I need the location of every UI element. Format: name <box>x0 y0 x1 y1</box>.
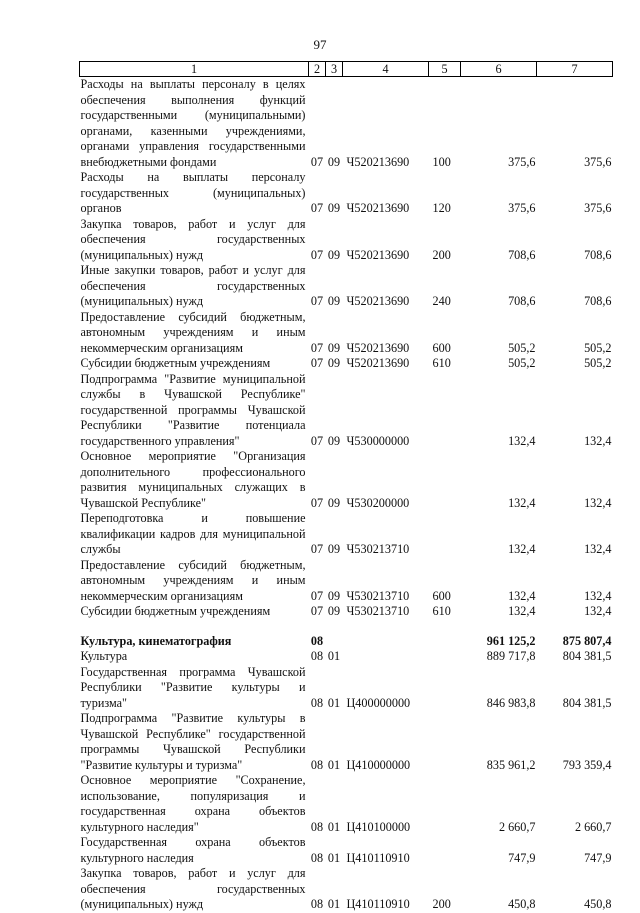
row-subsection: 01 <box>327 850 341 865</box>
row-name: Расходы на выплаты персоналу государственных (муниципальных) органов <box>80 170 306 215</box>
row-name: Предоставление субсидий бюджетным, автономным учреждениям и иным некоммерческим организациям <box>80 557 306 603</box>
row-amount-year-2: 804 381,5 <box>562 695 612 710</box>
row-name: Культура, кинематография <box>80 633 232 648</box>
row-expense-type: 200 <box>432 247 451 262</box>
row-amount-year-2: 793 359,4 <box>562 757 612 772</box>
row-subsection: 09 <box>327 542 341 556</box>
row-amount-year-1: 132,4 <box>508 588 536 603</box>
row-amount-year-1: 835 961,2 <box>486 757 536 772</box>
table-row <box>80 665 613 712</box>
row-amount-year-2: 450,8 <box>584 897 612 911</box>
row-amount-year-2: 875 807,4 <box>562 633 612 648</box>
row-amount-year-1: 961 125,2 <box>486 633 536 648</box>
row-expense-type <box>429 634 461 650</box>
row-section: 07 <box>310 294 324 308</box>
row-expense-type <box>429 449 461 511</box>
row-target-code: Ч530000000 <box>346 433 410 448</box>
table-header <box>80 62 613 77</box>
row-section: 07 <box>310 154 324 169</box>
row-name: Субсидии бюджетным учреждениям <box>80 356 271 370</box>
table-row <box>80 634 613 650</box>
table-row <box>80 310 613 357</box>
row-section: 08 <box>310 649 324 663</box>
row-name: Закупка товаров, работ и услуг для обеспечения государственных (муниципальных) нужд <box>80 866 306 911</box>
row-amount-year-1: 132,4 <box>508 433 536 448</box>
table-row <box>80 835 613 866</box>
table-row <box>80 711 613 773</box>
row-subsection: 01 <box>327 695 341 710</box>
row-amount-year-2: 375,6 <box>584 154 612 169</box>
row-section: 07 <box>310 433 324 448</box>
row-section: 07 <box>310 247 324 262</box>
row-target-code: Ч530213710 <box>346 604 410 618</box>
table-row <box>80 449 613 511</box>
row-amount-year-1: 375,6 <box>508 201 536 215</box>
row-amount-year-2: 132,4 <box>584 604 612 618</box>
table-row <box>80 217 613 264</box>
row-amount-year-2: 2 660,7 <box>574 819 612 834</box>
row-expense-type: 610 <box>432 356 451 370</box>
row-subsection: 09 <box>327 604 341 618</box>
row-subsection: 09 <box>327 247 341 262</box>
row-section: 08 <box>310 850 324 865</box>
row-amount-year-2: 375,6 <box>584 201 612 215</box>
table-row <box>80 77 613 171</box>
row-expense-type: 610 <box>432 604 451 618</box>
row-section: 07 <box>310 542 324 556</box>
row-section: 08 <box>310 757 324 772</box>
row-amount-year-2: 708,6 <box>584 247 612 262</box>
row-amount-year-2: 132,4 <box>584 588 612 603</box>
row-subsection: 09 <box>327 340 341 355</box>
table-row <box>80 263 613 310</box>
row-amount-year-1: 708,6 <box>508 294 536 308</box>
row-subsection: 01 <box>327 757 341 772</box>
table-row <box>80 372 613 450</box>
row-amount-year-2: 132,4 <box>584 542 612 556</box>
row-section: 07 <box>310 588 324 603</box>
row-amount-year-2: 505,2 <box>584 356 612 370</box>
row-subsection: 01 <box>327 819 341 834</box>
row-target-code <box>343 634 429 650</box>
row-target-code <box>343 649 429 665</box>
header-col-7: 7 <box>537 62 613 77</box>
row-name: Закупка товаров, работ и услуг для обеспечения государственных (муниципальных) нужд <box>80 216 306 262</box>
page-number: 97 <box>313 37 327 52</box>
row-amount-year-1: 375,6 <box>508 154 536 169</box>
row-target-code: Ц410110910 <box>346 850 410 865</box>
row-amount-year-2: 132,4 <box>584 495 612 510</box>
row-target-code: Ч530213710 <box>346 542 410 556</box>
row-target-code: Ч520213690 <box>346 340 410 355</box>
row-target-code: Ч530200000 <box>346 495 410 510</box>
row-expense-type: 200 <box>432 897 451 911</box>
row-section: 07 <box>310 201 324 215</box>
table-row <box>80 604 613 620</box>
table-row <box>80 649 613 665</box>
row-expense-type: 600 <box>432 340 451 355</box>
row-amount-year-2: 804 381,5 <box>562 649 612 663</box>
table-row <box>80 558 613 605</box>
row-name: Государственная программа Чувашской Республики "Развитие культуры и туризма" <box>80 664 306 710</box>
row-target-code: Ц410000000 <box>346 757 411 772</box>
row-section: 08 <box>310 819 324 834</box>
row-expense-type <box>429 711 461 773</box>
row-target-code: Ч520213690 <box>346 247 410 262</box>
row-amount-year-2: 132,4 <box>584 433 612 448</box>
row-amount-year-1: 708,6 <box>508 247 536 262</box>
row-section: 07 <box>310 356 324 370</box>
row-section: 08 <box>310 897 324 911</box>
spacer-cell <box>80 620 613 634</box>
table-body <box>80 77 613 913</box>
row-name: Субсидии бюджетным учреждениям <box>80 604 271 618</box>
header-col-4: 4 <box>343 62 429 77</box>
row-amount-year-2: 708,6 <box>584 294 612 308</box>
row-expense-type <box>429 773 461 835</box>
row-expense-type <box>429 835 461 866</box>
row-name: Подпрограмма "Развитие культуры в Чувашской Республике" государственной программы Чувашской Республики "Развитие культуры и туризма" <box>80 711 306 772</box>
row-expense-type: 120 <box>432 201 451 215</box>
table-row <box>80 170 613 217</box>
row-subsection: 01 <box>327 649 341 663</box>
row-name: Подпрограмма "Развитие муниципальной службы в Чувашской Республике" государственной программы Чувашской Республики "Развитие потенциала государственного управления" <box>80 371 306 448</box>
row-name: Расходы на выплаты персоналу в целях обеспечения выполнения функций государственными (муниципальными) органами, казенными учреждениями, органами управления государственными внебюджетными фондами <box>80 77 306 169</box>
row-expense-type: 600 <box>432 588 451 603</box>
table-row <box>80 511 613 558</box>
row-amount-year-1: 747,9 <box>508 850 536 865</box>
row-target-code: Ч530213710 <box>346 588 410 603</box>
row-amount-year-1: 505,2 <box>508 340 536 355</box>
row-name: Основное мероприятие "Сохранение, использование, популяризация и государственная охрана объектов культурного наследия" <box>80 773 306 834</box>
row-amount-year-1: 889 717,8 <box>486 649 536 663</box>
row-subsection: 09 <box>327 433 341 448</box>
row-amount-year-1: 450,8 <box>508 897 536 911</box>
row-amount-year-1: 846 983,8 <box>486 695 536 710</box>
row-subsection <box>326 634 343 650</box>
row-subsection: 09 <box>327 495 341 510</box>
row-amount-year-2: 747,9 <box>584 850 612 865</box>
row-subsection: 09 <box>327 294 341 308</box>
row-amount-year-1: 132,4 <box>508 604 536 618</box>
row-target-code: Ц410110910 <box>346 897 410 911</box>
row-amount-year-1: 132,4 <box>508 542 536 556</box>
row-expense-type: 100 <box>432 154 451 169</box>
row-expense-type <box>429 649 461 665</box>
row-name: Иные закупки товаров, работ и услуг для обеспечения государственных (муниципальных) нужд <box>80 263 306 308</box>
header-col-1: 1 <box>80 62 309 77</box>
row-target-code: Ч520213690 <box>346 356 410 370</box>
row-section: 07 <box>310 340 324 355</box>
row-subsection: 09 <box>327 201 341 215</box>
row-expense-type: 240 <box>432 294 451 308</box>
header-col-5: 5 <box>429 62 461 77</box>
row-amount-year-1: 505,2 <box>508 356 536 370</box>
row-name: Культура <box>80 649 128 663</box>
row-section: 08 <box>310 695 324 710</box>
row-subsection: 09 <box>327 154 341 169</box>
row-target-code: Ц410100000 <box>346 819 411 834</box>
header-col-6: 6 <box>461 62 537 77</box>
row-subsection: 01 <box>327 897 341 911</box>
row-expense-type <box>429 511 461 558</box>
row-subsection: 09 <box>327 588 341 603</box>
row-target-code: Ч520213690 <box>346 201 410 215</box>
row-name: Переподготовка и повышение квалификации кадров для муниципальной службы <box>80 511 306 556</box>
table-row <box>80 866 613 913</box>
table-row <box>80 773 613 835</box>
row-target-code: Ч520213690 <box>346 154 410 169</box>
row-section: 07 <box>310 604 324 618</box>
row-target-code: Ц400000000 <box>346 695 411 710</box>
header-col-3: 3 <box>326 62 343 77</box>
budget-table <box>79 61 613 913</box>
row-section: 07 <box>310 495 324 510</box>
header-col-2: 2 <box>309 62 326 77</box>
row-name: Государственная охрана объектов культурного наследия <box>80 835 306 865</box>
row-section: 08 <box>310 633 324 648</box>
row-name: Основное мероприятие "Организация дополнительного профессионального развития муниципальных служащих в Чувашской Республике" <box>80 449 306 510</box>
row-expense-type <box>429 372 461 450</box>
table-spacer-row <box>80 620 613 634</box>
table-row <box>80 356 613 372</box>
row-name: Предоставление субсидий бюджетным, автономным учреждениям и иным некоммерческим организациям <box>80 309 306 355</box>
row-amount-year-2: 505,2 <box>584 340 612 355</box>
row-expense-type <box>429 665 461 712</box>
row-target-code: Ч520213690 <box>346 294 410 308</box>
row-amount-year-1: 2 660,7 <box>498 819 536 834</box>
row-subsection: 09 <box>327 356 341 370</box>
row-amount-year-1: 132,4 <box>508 495 536 510</box>
